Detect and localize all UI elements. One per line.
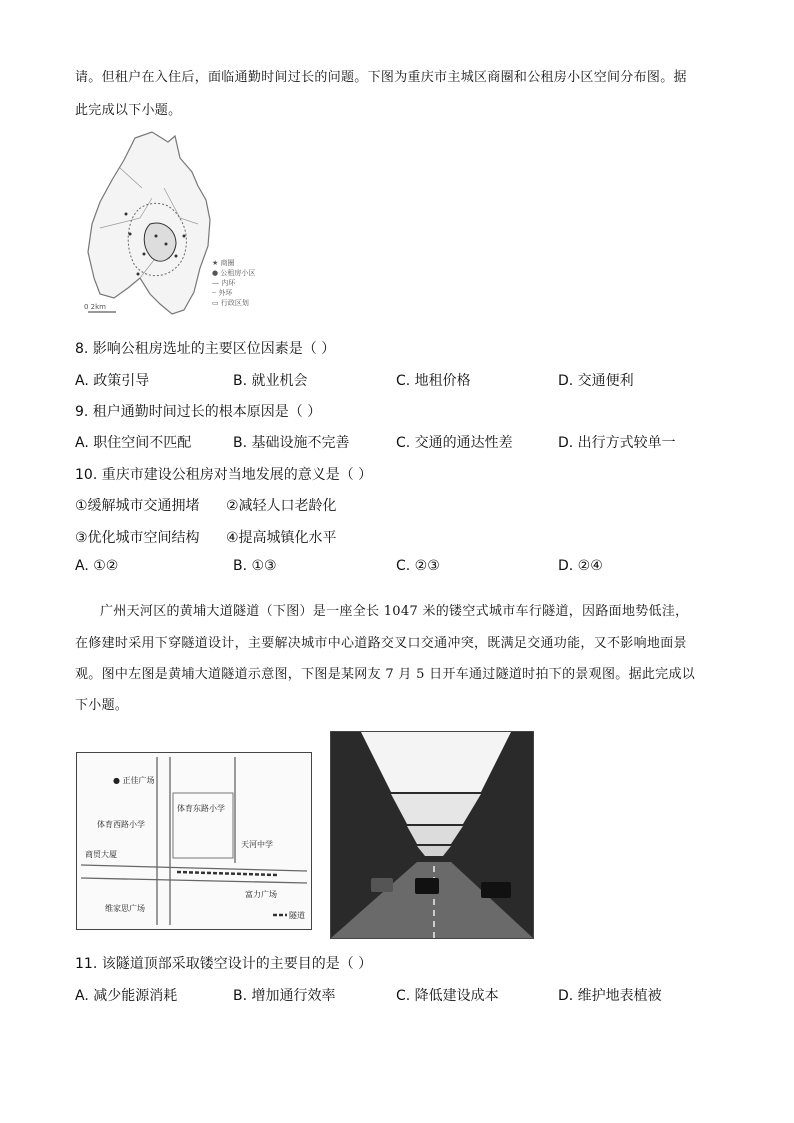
q10-option-a[interactable]: A. ①② [75, 558, 119, 574]
intro2-line1: 广州天河区的黄埔大道隧道（下图）是一座全长 1047 米的镂空式城市车行隧道，因路面地势低洼， [100, 604, 689, 619]
label-weijiasi [105, 903, 145, 914]
q11-option-c[interactable]: C. 降低建设成本 [396, 988, 499, 1004]
label-zhengjia-text: 正佳广场 [122, 776, 155, 785]
q8-stem: 8. 影响公租房选址的主要区位因素是（ ） [75, 341, 336, 357]
label-tianhe-text: 天河中学 [241, 840, 273, 849]
legend-tunnel: 隧道 [289, 911, 305, 920]
label-shangmao [85, 849, 117, 860]
q8-option-a[interactable]: A. 政策引导 [75, 373, 150, 389]
q10-item-1: ①缓解城市交通拥堵 [75, 498, 200, 514]
legend-neihuan: 内环 [221, 279, 236, 287]
tunnel-photo [330, 731, 534, 939]
label-tiyudonglu-text: 体育东路小学 [177, 804, 225, 813]
label-fuli [245, 889, 277, 900]
q10-item-2: ②减轻人口老龄化 [226, 498, 337, 514]
q10-item-4: ④提高城镇化水平 [226, 530, 337, 546]
tunnel-photo-svg [331, 732, 533, 938]
q9-stem: 9. 租户通勤时间过长的根本原因是（ ） [75, 404, 322, 420]
legend-shangquan: 商圈 [220, 259, 235, 267]
label-shangmao-text: 商贸大厦 [85, 850, 117, 859]
label-tiyudonglu [177, 803, 225, 814]
intro2-line2: 在修建时采用下穿隧道设计，主要解决城市中心道路交叉口交通冲突，既满足交通功能，又不影响地面景 [75, 636, 687, 651]
q10-item-3: ③优化城市空间结构 [75, 530, 200, 546]
legend-gongzufang: 公租房小区 [220, 269, 256, 277]
q9-option-b[interactable]: B. 基础设施不完善 [233, 435, 350, 451]
q9-option-d[interactable]: D. 出行方式较单一 [558, 435, 676, 451]
q10-option-b[interactable]: B. ①③ [233, 558, 277, 574]
q10-stem: 10. 重庆市建设公租房对当地发展的意义是（ ） [75, 467, 373, 483]
q8-option-d[interactable]: D. 交通便利 [558, 373, 634, 389]
q8-option-b[interactable]: B. 就业机会 [233, 373, 308, 389]
intro1-line2: 此完成以下小题。 [75, 103, 182, 118]
label-zhengjia: ● 正佳广场 [113, 776, 155, 785]
q11-stem: 11. 该隧道顶部采取镂空设计的主要目的是（ ） [75, 956, 373, 972]
legend-waihuan: 外环 [218, 289, 233, 297]
label-fuli-text: 富力广场 [245, 890, 277, 899]
q11-option-d[interactable]: D. 维护地表植被 [558, 988, 662, 1004]
map1-legend: ★ 商圈 ● 公租房小区 — 内环 ┈ 外环 ▭ 行政区划 [212, 259, 256, 307]
q11-option-a[interactable]: A. 减少能源消耗 [75, 988, 178, 1004]
q11-option-b[interactable]: B. 增加通行效率 [233, 988, 336, 1004]
label-tianhe [241, 839, 273, 850]
q8-option-c[interactable]: C. 地租价格 [396, 373, 471, 389]
label-tiyuxilu-text: 体育西路小学 [97, 820, 145, 829]
map1-scale: 0 2km [84, 303, 107, 311]
label-tiyuxilu [97, 819, 145, 830]
legend-xingzhengquhua: 行政区划 [220, 299, 249, 307]
intro1-line1: 请。但租户在入住后，面临通勤时间过长的问题。下图为重庆市主城区商圈和公租房小区空间分布图。据 [75, 70, 687, 85]
intro2-line3: 观。图中左图是黄埔大道隧道示意图，下图是某网友 7 月 5 日开车通过隧道时拍下的景观图。据此完成以 [75, 667, 696, 682]
q9-option-c[interactable]: C. 交通的通达性差 [396, 435, 513, 451]
q9-option-a[interactable]: A. 职住空间不匹配 [75, 435, 192, 451]
intro2-line4: 下小题。 [75, 698, 129, 713]
q10-option-c[interactable]: C. ②③ [396, 558, 440, 574]
tunnel-map [76, 752, 312, 930]
chongqing-map [80, 128, 280, 320]
q10-option-d[interactable]: D. ②④ [558, 558, 603, 574]
label-weijiasi-text: 维家思广场 [105, 904, 145, 913]
